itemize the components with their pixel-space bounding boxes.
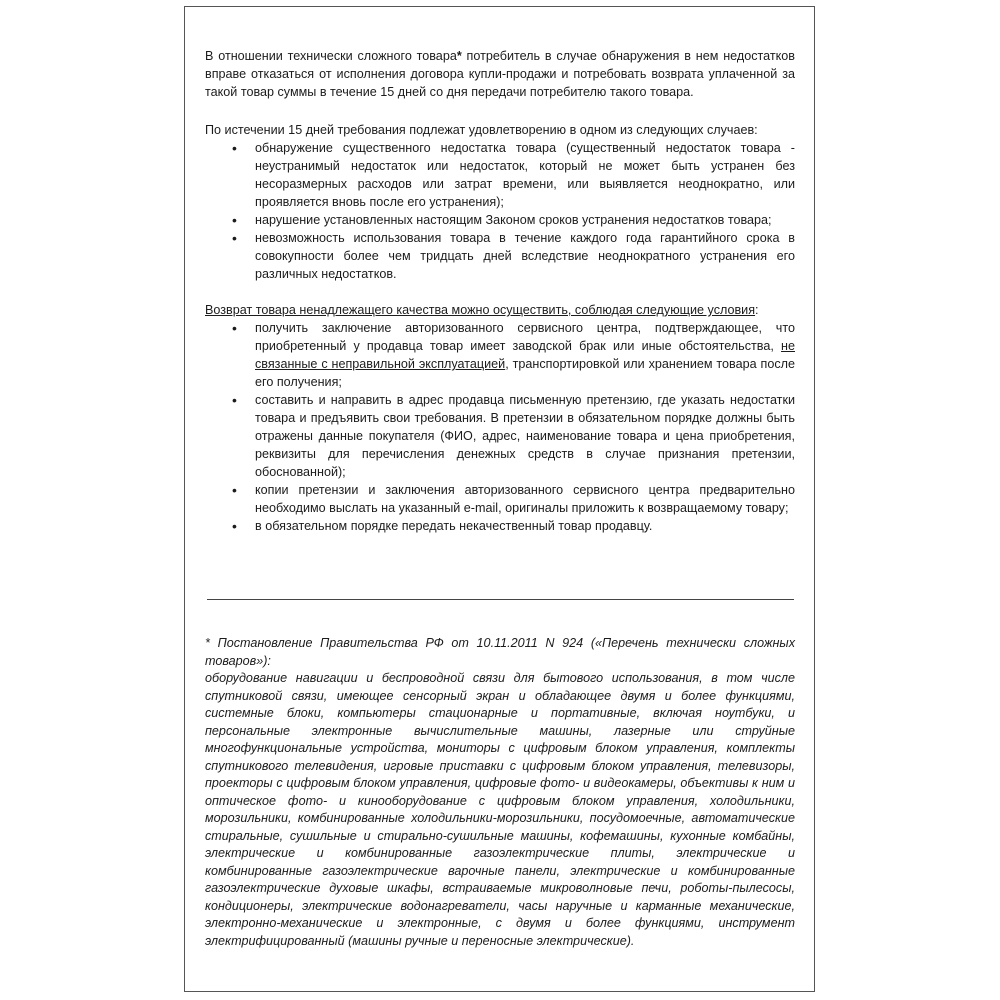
- paragraph-text: потребитель в случае обнаружения в нем недостатков вправе отказаться от исполнения договора купли-продажи и потребовать возврата уплаченной за такой товар суммы в течение 15 дней со дня передачи потребителю такого товара.: [205, 49, 795, 99]
- list-item: • обнаружение существенного недостатка товара (существенный недостаток товара - неустранимый недостаток или недостаток, который не может быть устранен без несоразмерных расходов или затрат времени, или выявляется неоднократно, или проявляется вновь после его устранения);: [255, 139, 795, 211]
- footnote-asterisk: *: [456, 49, 462, 63]
- document-page: [184, 6, 815, 992]
- document-body: [205, 47, 795, 535]
- footnote-body: оборудование навигации и беспроводной связи для бытового использования, в том числе спутниковой связи, имеющее сенсорный экран и обладающее двумя и более функциями, системные блоки, компьютеры стационарные и портативные, включая ноутбуки, и персональные электронные вычислительные машины, лазерные или струйные многофункциональные устройства, мониторы с цифровым блоком управления, комплекты спутникового телевидения, игровые приставки с цифровым блоком управления, телевизоры, проекторы с цифровым блоком управления, цифровые фото- и видеокамеры, объективы к ним и оптическое фото- и кинооборудование с цифровым блоком управления, холодильники, морозильники, комбинированные холодильники-морозильники, посудомоечные, автоматические стиральные, сушильные и стирально-сушильные машины, кофемашины, кухонные комбайны, электрические и комбинированные газоэлектрические плиты, электрические и комбинированные газоэлектрические варочные панели, электрические и комбинированные газоэлектрические духовые шкафы, встраиваемые микроволновые печи, роботы-пылесосы, кондиционеры, электрические водонагреватели, часы наручные и карманные механические, электронно-механические и электронные, с двумя и более функциями, инструмент электрифицированный (машины ручные и переносные электрические).: [205, 671, 795, 948]
- conditions-heading-text: Возврат товара ненадлежащего качества можно осуществить, соблюдая следующие условия: [205, 303, 756, 317]
- footnote: [205, 635, 795, 950]
- paragraph-return-rights: [205, 47, 795, 101]
- conditions-heading-colon: :: [755, 303, 759, 317]
- list-item: • копии претензии и заключения авторизованного сервисного центра предварительно необходимо выслать на указанный e-mail, оригиналы приложить к возвращаемому товару;: [255, 481, 795, 517]
- footnote-title: * Постановление Правительства РФ от 10.11.2011 N 924 («Перечень технически сложных товаров»):: [205, 636, 795, 668]
- underlined-phrase: не связанные с неправильной эксплуатацией: [255, 339, 795, 371]
- cases-list: [205, 139, 795, 283]
- list-item: • нарушение установленных настоящим Законом сроков устранения недостатков товара;: [255, 211, 795, 229]
- footnote-divider: [207, 599, 794, 600]
- list-item-text: , транспортировкой или хранением товара после его получения;: [255, 357, 795, 389]
- list-item: [255, 319, 795, 391]
- list-item: • в обязательном порядке передать некачественный товар продавцу.: [255, 517, 795, 535]
- paragraph-after-15-days: По истечении 15 дней требования подлежат удовлетворению в одном из следующих случаев:: [205, 123, 758, 137]
- list-item-text: получить заключение авторизованного сервисного центра, подтверждающее, что приобретенный у продавца товар имеет заводской брак или иные обстоятельства,: [255, 321, 795, 353]
- list-item: • невозможность использования товара в течение каждого года гарантийного срока в совокупности более чем тридцать дней вследствие неоднократного устранения его различных недостатков.: [255, 229, 795, 283]
- list-item: • составить и направить в адрес продавца письменную претензию, где указать недостатки товара и предъявить свои требования. В претензии в обязательном порядке должны быть отражены данные покупателя (ФИО, адрес, наименование товара и цена приобретения, реквизиты для перечисления денежных средств в случае признания претензии, обоснованной);: [255, 391, 795, 481]
- paragraph-text: В отношении технически сложного товара: [205, 49, 457, 63]
- conditions-list: [205, 319, 795, 535]
- conditions-heading: [205, 301, 795, 319]
